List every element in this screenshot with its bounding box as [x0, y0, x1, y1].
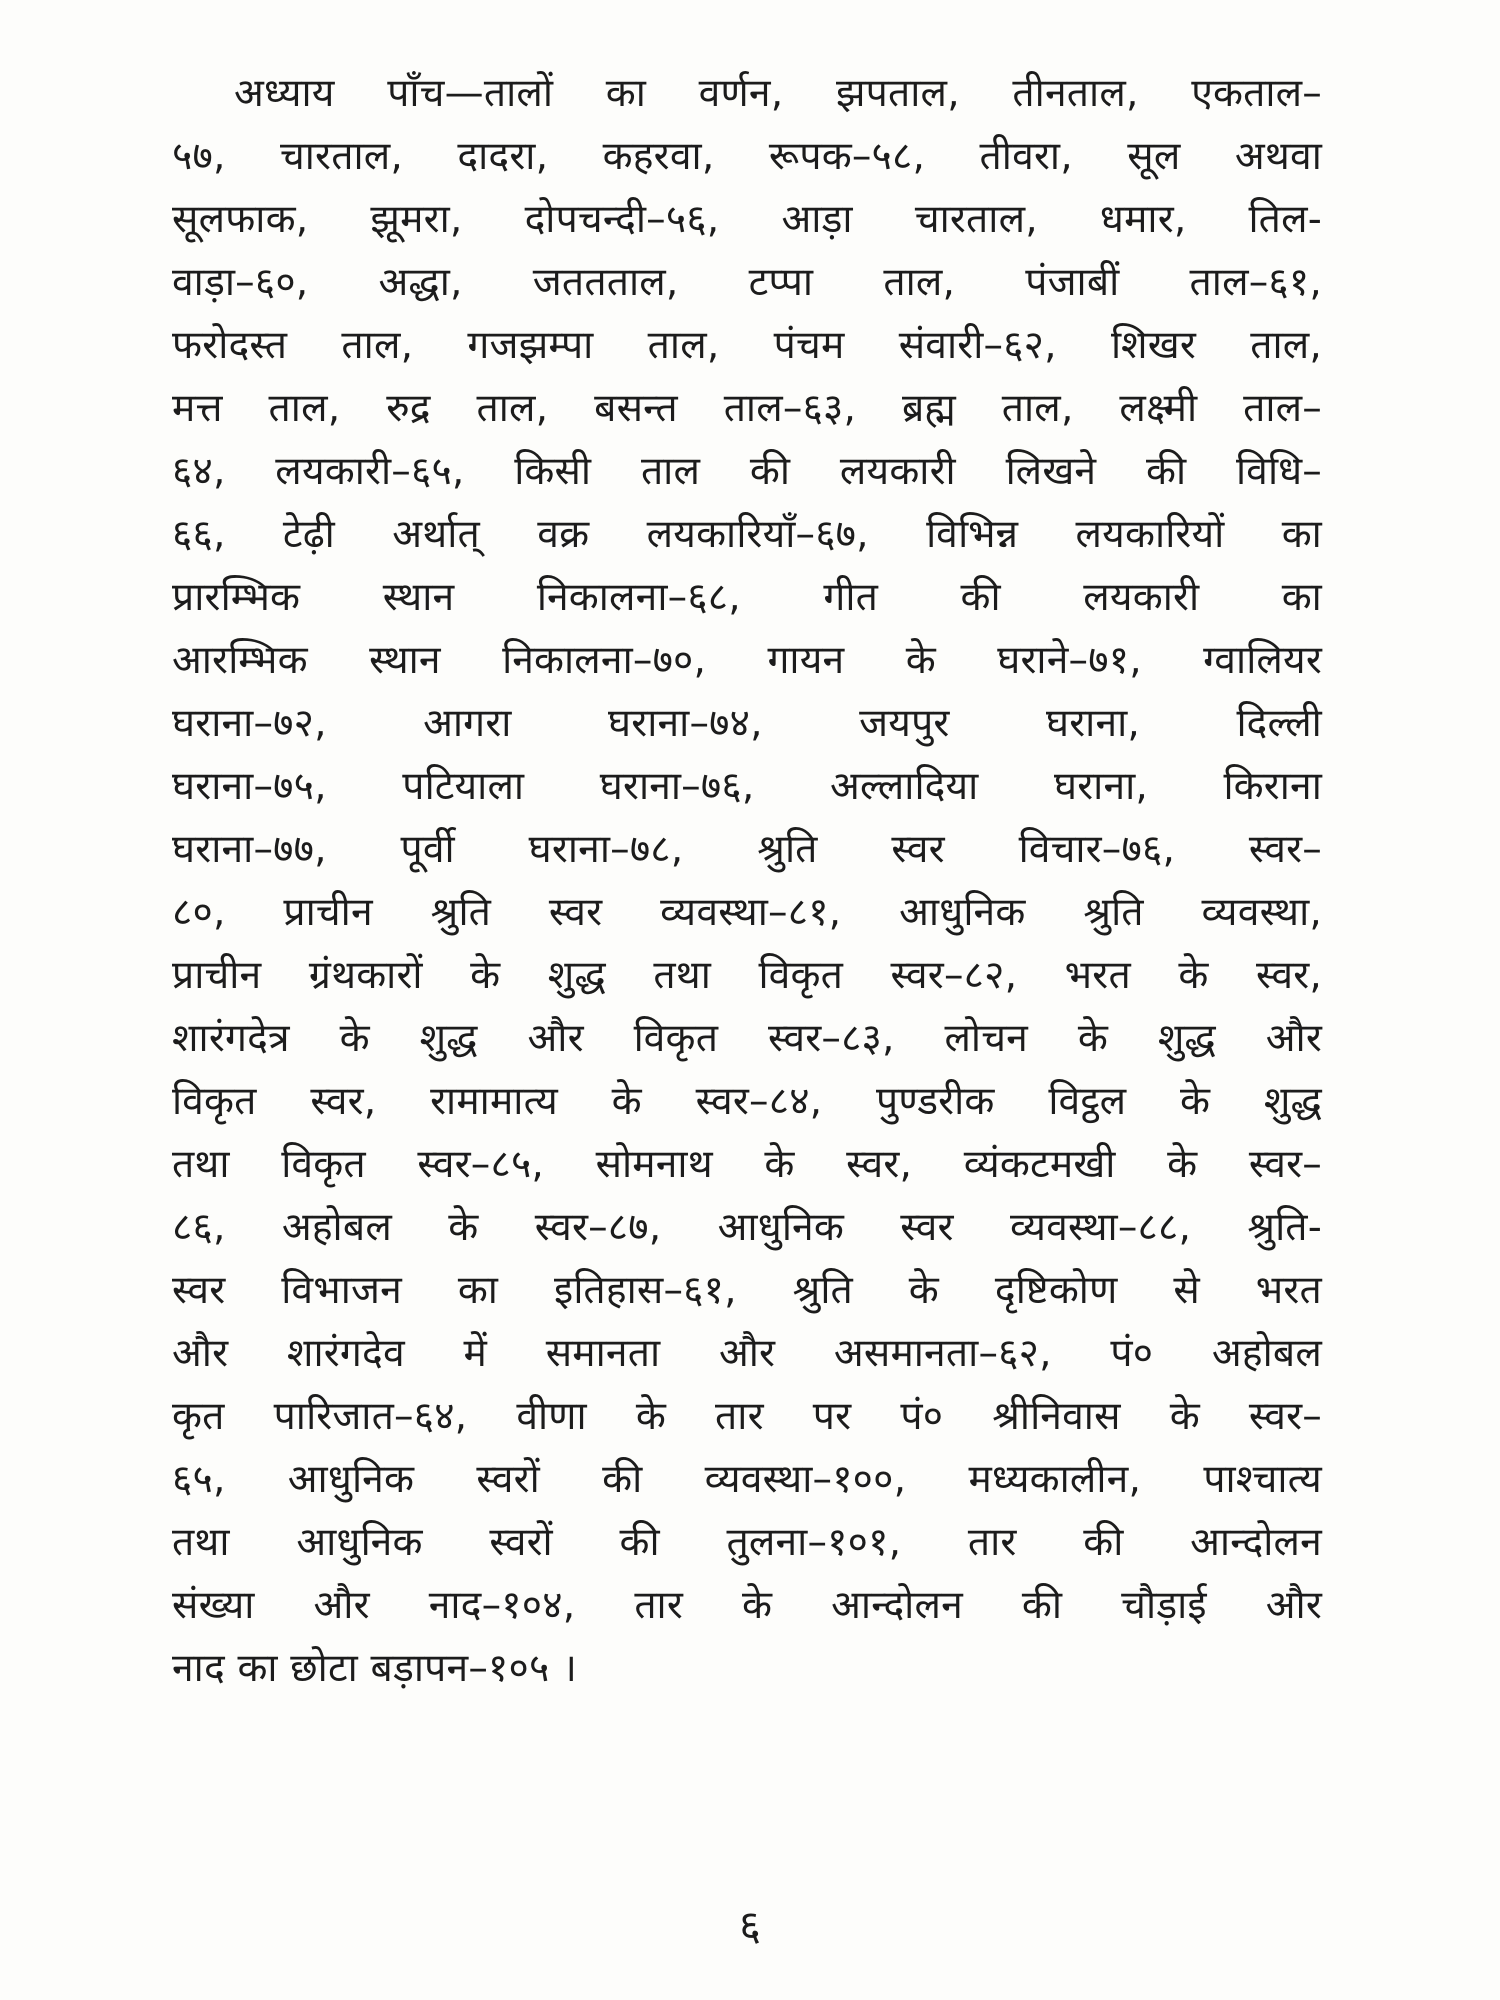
- paragraph-line: प्रारम्भिक स्थान निकालना–६८, गीत की लयकारी का: [172, 575, 1322, 620]
- paragraph-line: ६५, आधुनिक स्वरों की व्यवस्था–१००, मध्यकालीन, पाश्चात्य: [172, 1457, 1322, 1502]
- paragraph-line: मत्त ताल, रुद्र ताल, बसन्त ताल–६३, ब्रह्म ताल, लक्ष्मी ताल–: [172, 386, 1322, 431]
- paragraph-line: शारंगदेत्र के शुद्ध और विकृत स्वर–८३, लोचन के शुद्ध और: [172, 1016, 1322, 1061]
- paragraph-line: नाद का छोटा बड़ापन–१०५ ।: [172, 1646, 578, 1691]
- paragraph-line: प्राचीन ग्रंथकारों के शुद्ध तथा विकृत स्वर–८२, भरत के स्वर,: [172, 953, 1322, 998]
- paragraph-line: विकृत स्वर, रामामात्य के स्वर–८४, पुण्डरीक विट्ठल के शुद्ध: [172, 1079, 1322, 1124]
- paragraph-line: स्वर विभाजन का इतिहास–६१, श्रुति के दृष्टिकोण से भरत: [172, 1268, 1322, 1313]
- paragraph-line: कृत पारिजात–६४, वीणा के तार पर पं० श्रीनिवास के स्वर–: [172, 1394, 1322, 1439]
- paragraph-line: ६६, टेढ़ी अर्थात् वक्र लयकारियाँ–६७, विभिन्न लयकारियों का: [172, 512, 1322, 557]
- paragraph-line: तथा आधुनिक स्वरों की तुलना–१०१, तार की आन्दोलन: [172, 1520, 1322, 1565]
- paragraph-line: वाड़ा–६०, अद्धा, जततताल, टप्पा ताल, पंजाबीं ताल–६१,: [172, 260, 1322, 305]
- paragraph-line: घराना–७५, पटियाला घराना–७६, अल्लादिया घराना, किराना: [172, 764, 1322, 809]
- paragraph-line: अध्याय पाँच—तालों का वर्णन, झपताल, तीनताल, एकताल–: [234, 71, 1322, 116]
- paragraph-line: ५७, चारताल, दादरा, कहरवा, रूपक–५८, तीवरा, सूल अथवा: [172, 134, 1322, 179]
- paragraph-line: घराना–७७, पूर्वी घराना–७८, श्रुति स्वर विचार–७६, स्वर–: [172, 827, 1322, 872]
- paragraph-line: ८६, अहोबल के स्वर–८७, आधुनिक स्वर व्यवस्था–८८, श्रुति-: [172, 1205, 1322, 1250]
- paragraph-line: तथा विकृत स्वर–८५, सोमनाथ के स्वर, व्यंकटमखी के स्वर–: [172, 1142, 1322, 1187]
- paragraph-line: संख्या और नाद–१०४, तार के आन्दोलन की चौड़ाई और: [172, 1583, 1322, 1628]
- contents-paragraph: [172, 62, 1322, 1700]
- paragraph-line: ८०, प्राचीन श्रुति स्वर व्यवस्था–८१, आधुनिक श्रुति व्यवस्था,: [172, 890, 1322, 935]
- paragraph-line: घराना–७२, आगरा घराना–७४, जयपुर घराना, दिल्ली: [172, 701, 1322, 746]
- paragraph-line: ६४, लयकारी–६५, किसी ताल की लयकारी लिखने की विधि–: [172, 449, 1322, 494]
- paragraph-line: सूलफाक, झूमरा, दोपचन्दी–५६, आड़ा चारताल, धमार, तिल-: [172, 197, 1322, 242]
- paragraph-line: फरोदस्त ताल, गजझम्पा ताल, पंचम संवारी–६२, शिखर ताल,: [172, 323, 1322, 368]
- page-number: ६: [739, 1901, 761, 1950]
- paragraph-line: आरम्भिक स्थान निकालना–७०, गायन के घराने–७१, ग्वालियर: [172, 638, 1322, 683]
- paragraph-line: और शारंगदेव में समानता और असमानता–६२, पं० अहोबल: [172, 1331, 1322, 1376]
